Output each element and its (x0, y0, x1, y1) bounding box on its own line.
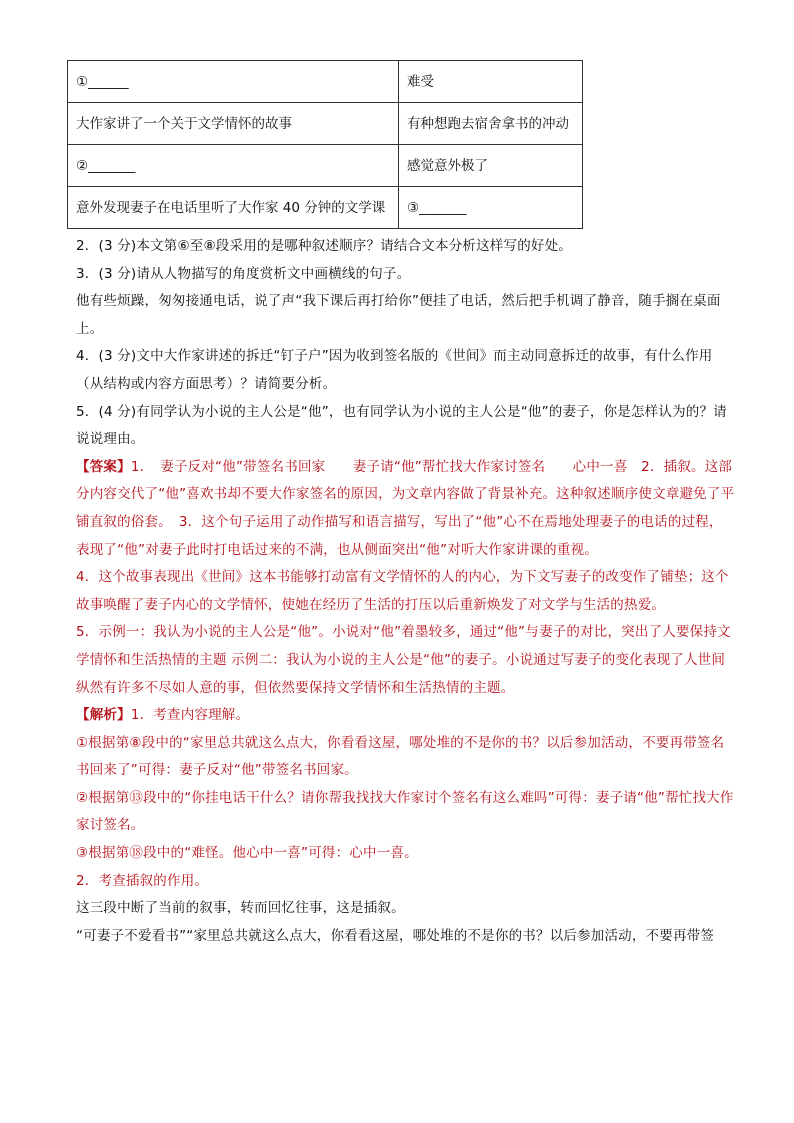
table-row (68, 187, 583, 229)
table-row (68, 61, 583, 103)
question-2: 2．(3 分)本文第⑥至⑧段采用的是哪种叙述顺序？请结合文本分析这样写的好处。 (76, 238, 573, 254)
table-cell: ①______ (68, 61, 399, 103)
question-3-quote: 他有些烦躁，匆匆接通电话，说了声“我下课后再打给你”便挂了电话，然后把手机调了静音，随手搁在桌面上。 (76, 293, 721, 337)
document-body (76, 233, 736, 950)
answer-1: 1． 妻子反对“他”带签名书回家 妻子请“他”帮忙找大作家讨签名 心中一喜 (130, 458, 642, 475)
answer-label: 【答案】 (76, 458, 131, 475)
table-row (68, 103, 583, 145)
answer-block (76, 454, 736, 564)
table-cell: 大作家讲了一个关于文学情怀的故事 (68, 103, 399, 145)
analysis-label: 【解析】 (76, 707, 131, 724)
analysis-block (76, 702, 736, 730)
answer-2: 2．插叙。这部分内容交代了“他”喜欢书却不要大作家签名的原因，为文章内容做了背景补充。这种叙述顺序使文章避免了平铺直叙的俗套。 (76, 458, 735, 530)
answer-table (67, 60, 583, 229)
table-cell: 意外发现妻子在电话里听了大作家 40 分钟的文学课 (68, 187, 399, 229)
answer-5: 5．示例一：我认为小说的主人公是“他”。小说对“他”着墨较多，通过“他”与妻子的对比，突出了人要保持文学情怀和生活热情的主题 示例二：我认为小说的主人公是“他”的妻子。小说通过写妻子的变化表现了人世间纵然有许多不尽如人意的事，但依然要保持文学情怀和生活热情的主题。 (76, 624, 731, 696)
question-5: 5．(4 分)有同学认为小说的主人公是“他”，也有同学认为小说的主人公是“他”的妻子，你是怎样认为的？请说说理由。 (76, 403, 727, 448)
table-cell: 难受 (399, 61, 583, 103)
table-cell: 有种想跑去宿舍拿书的冲动 (399, 103, 583, 145)
table-cell: ③_______ (399, 187, 583, 229)
question-3: 3．(3 分)请从人物描写的角度赏析文中画横线的句子。 (76, 265, 411, 282)
answer-4: 4．这个故事表现出《世间》这本书能够打动富有文学情怀的人的内心，为下文写妻子的改变作了铺垫；这个故事唤醒了妻子内心的文学情怀，使她在经历了生活的打压以后重新焕发了对文学与生活的热爱。 (76, 569, 729, 613)
analysis-point-1: ①根据第⑧段中的“家里总共就这么点大，你看看这屋，哪处堆的不是你的书？以后参加活动，不要再带签名书回来了”可得：妻子反对“他”带签名书回家。 (76, 734, 725, 779)
answer-3: 3．这个句子运用了动作描写和语言描写，写出了“他”心不在焉地处理妻子的电话的过程，表现了“他”对妻子此时打电话过来的不满，也从侧面突出“他”对听大作家讲课的重视。 (76, 513, 723, 558)
analysis-heading-1: 1．考查内容理解。 (130, 707, 250, 724)
table-cell: ②_______ (68, 145, 399, 187)
question-4: 4．(3 分)文中大作家讲述的拆迁“钉子户”因为收到签名版的《世间》而主动同意拆迁的故事，有什么作用（从结构或内容方面思考）？请简要分析。 (76, 348, 713, 392)
analysis-heading-2: 2．考查插叙的作用。 (76, 872, 209, 889)
table-row (68, 145, 583, 187)
analysis-paragraph-1: 这三段中断了当前的叙事，转而回忆往事，这是插叙。 (76, 900, 405, 917)
analysis-paragraph-2: “可妻子不爱看书”“家里总共就这么点大，你看看这屋，哪处堆的不是你的书？以后参加活动，不要再带签 (76, 927, 715, 944)
analysis-point-2: ②根据第⑬段中的“你挂电话干什么？请你帮我找找大作家讨个签名有这么难吗”可得：妻子请“他”帮忙找大作家讨签名。 (76, 789, 734, 834)
analysis-point-3: ③根据第⑱段中的“难怪。他心中一喜”可得：心中一喜。 (76, 845, 418, 862)
table-cell: 感觉意外极了 (399, 145, 583, 187)
